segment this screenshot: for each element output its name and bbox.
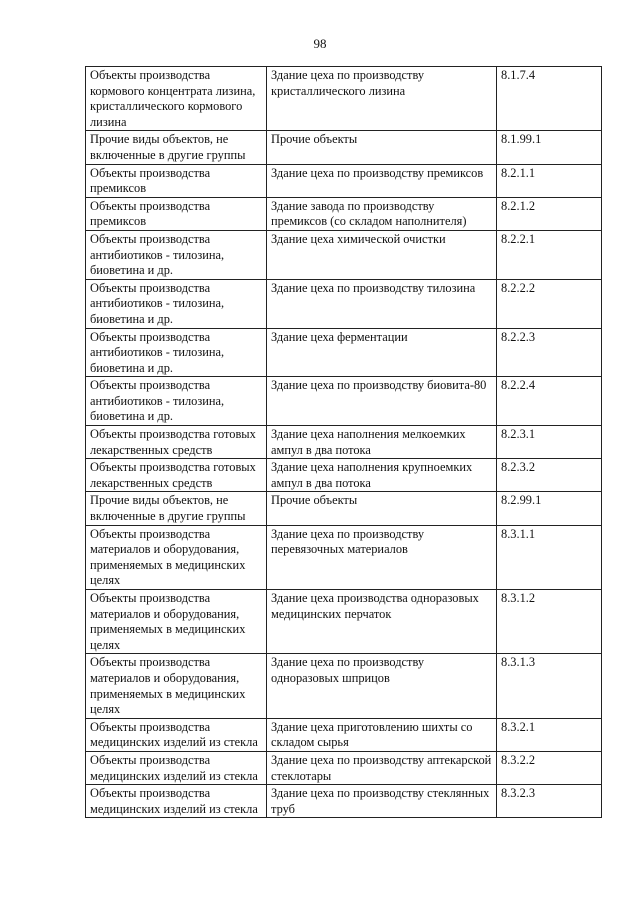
code-cell: 8.1.7.4 (497, 67, 602, 131)
table-row (86, 751, 602, 784)
object-type-cell: Объекты производства материалов и оборудования, применяемых в медицинских целях (86, 525, 267, 589)
code-cell: 8.2.2.4 (497, 377, 602, 426)
code-cell: 8.3.2.1 (497, 718, 602, 751)
building-cell: Здание цеха по производству одноразовых шприцов (267, 654, 497, 718)
table-row (86, 492, 602, 525)
code-cell: 8.2.3.2 (497, 459, 602, 492)
code-cell: 8.2.3.1 (497, 426, 602, 459)
object-type-cell: Прочие виды объектов, не включенные в другие группы (86, 492, 267, 525)
page-number: 98 (313, 36, 327, 51)
code-cell: 8.3.1.3 (497, 654, 602, 718)
code-cell: 8.1.99.1 (497, 131, 602, 164)
table-row (86, 164, 602, 197)
building-cell: Здание цеха по производству кристаллического лизина (267, 67, 497, 131)
building-cell: Прочие объекты (267, 131, 497, 164)
building-cell: Здание цеха наполнения мелкоемких ампул в два потока (267, 426, 497, 459)
object-type-cell: Объекты производства премиксов (86, 197, 267, 230)
code-cell: 8.2.2.1 (497, 230, 602, 279)
object-type-cell: Объекты производства материалов и оборудования, применяемых в медицинских целях (86, 654, 267, 718)
code-cell: 8.2.1.2 (497, 197, 602, 230)
building-cell: Здание цеха производства одноразовых медицинских перчаток (267, 590, 497, 654)
object-type-cell: Объекты производства антибиотиков - тилозина, биоветина и др. (86, 279, 267, 328)
code-cell: 8.3.2.3 (497, 785, 602, 818)
table-row (86, 377, 602, 426)
table-row (86, 654, 602, 718)
building-cell: Здание цеха по производству перевязочных материалов (267, 525, 497, 589)
code-cell: 8.2.2.2 (497, 279, 602, 328)
object-type-cell: Объекты производства готовых лекарственных средств (86, 459, 267, 492)
building-cell: Здание цеха приготовлению шихты со складом сырья (267, 718, 497, 751)
table-body (86, 67, 602, 818)
table-row (86, 131, 602, 164)
building-cell: Здание цеха химической очистки (267, 230, 497, 279)
table-row (86, 328, 602, 377)
object-type-cell: Объекты производства антибиотиков - тилозина, биоветина и др. (86, 328, 267, 377)
building-cell: Здание цеха по производству аптекарской стеклотары (267, 751, 497, 784)
building-cell: Здание цеха по производству премиксов (267, 164, 497, 197)
building-cell: Здание цеха по производству тилозина (267, 279, 497, 328)
table-row (86, 525, 602, 589)
building-cell: Здание цеха наполнения крупноемких ампул в два потока (267, 459, 497, 492)
object-type-cell: Объекты производства антибиотиков - тилозина, биоветина и др. (86, 377, 267, 426)
object-type-cell: Прочие виды объектов, не включенные в другие группы (86, 131, 267, 164)
table-row (86, 718, 602, 751)
code-cell: 8.3.2.2 (497, 751, 602, 784)
table-row (86, 67, 602, 131)
table-row (86, 230, 602, 279)
building-cell: Здание цеха ферментации (267, 328, 497, 377)
code-cell: 8.2.2.3 (497, 328, 602, 377)
table-row (86, 590, 602, 654)
code-cell: 8.2.99.1 (497, 492, 602, 525)
code-cell: 8.2.1.1 (497, 164, 602, 197)
building-cell: Здание цеха по производству биовита-80 (267, 377, 497, 426)
code-cell: 8.3.1.1 (497, 525, 602, 589)
object-type-cell: Объекты производства кормового концентрата лизина, кристаллического кормового лизина (86, 67, 267, 131)
table-row (86, 279, 602, 328)
object-type-cell: Объекты производства премиксов (86, 164, 267, 197)
object-type-cell: Объекты производства медицинских изделий из стекла (86, 785, 267, 818)
table-row (86, 197, 602, 230)
building-cell: Здание завода по производству премиксов (со складом наполнителя) (267, 197, 497, 230)
table-row (86, 426, 602, 459)
object-type-cell: Объекты производства медицинских изделий из стекла (86, 718, 267, 751)
object-classification-table (85, 66, 602, 818)
table-row (86, 459, 602, 492)
object-type-cell: Объекты производства материалов и оборудования, применяемых в медицинских целях (86, 590, 267, 654)
object-type-cell: Объекты производства готовых лекарственных средств (86, 426, 267, 459)
building-cell: Здание цеха по производству стеклянных труб (267, 785, 497, 818)
table-row (86, 785, 602, 818)
code-cell: 8.3.1.2 (497, 590, 602, 654)
object-type-cell: Объекты производства антибиотиков - тилозина, биоветина и др. (86, 230, 267, 279)
object-type-cell: Объекты производства медицинских изделий из стекла (86, 751, 267, 784)
building-cell: Прочие объекты (267, 492, 497, 525)
